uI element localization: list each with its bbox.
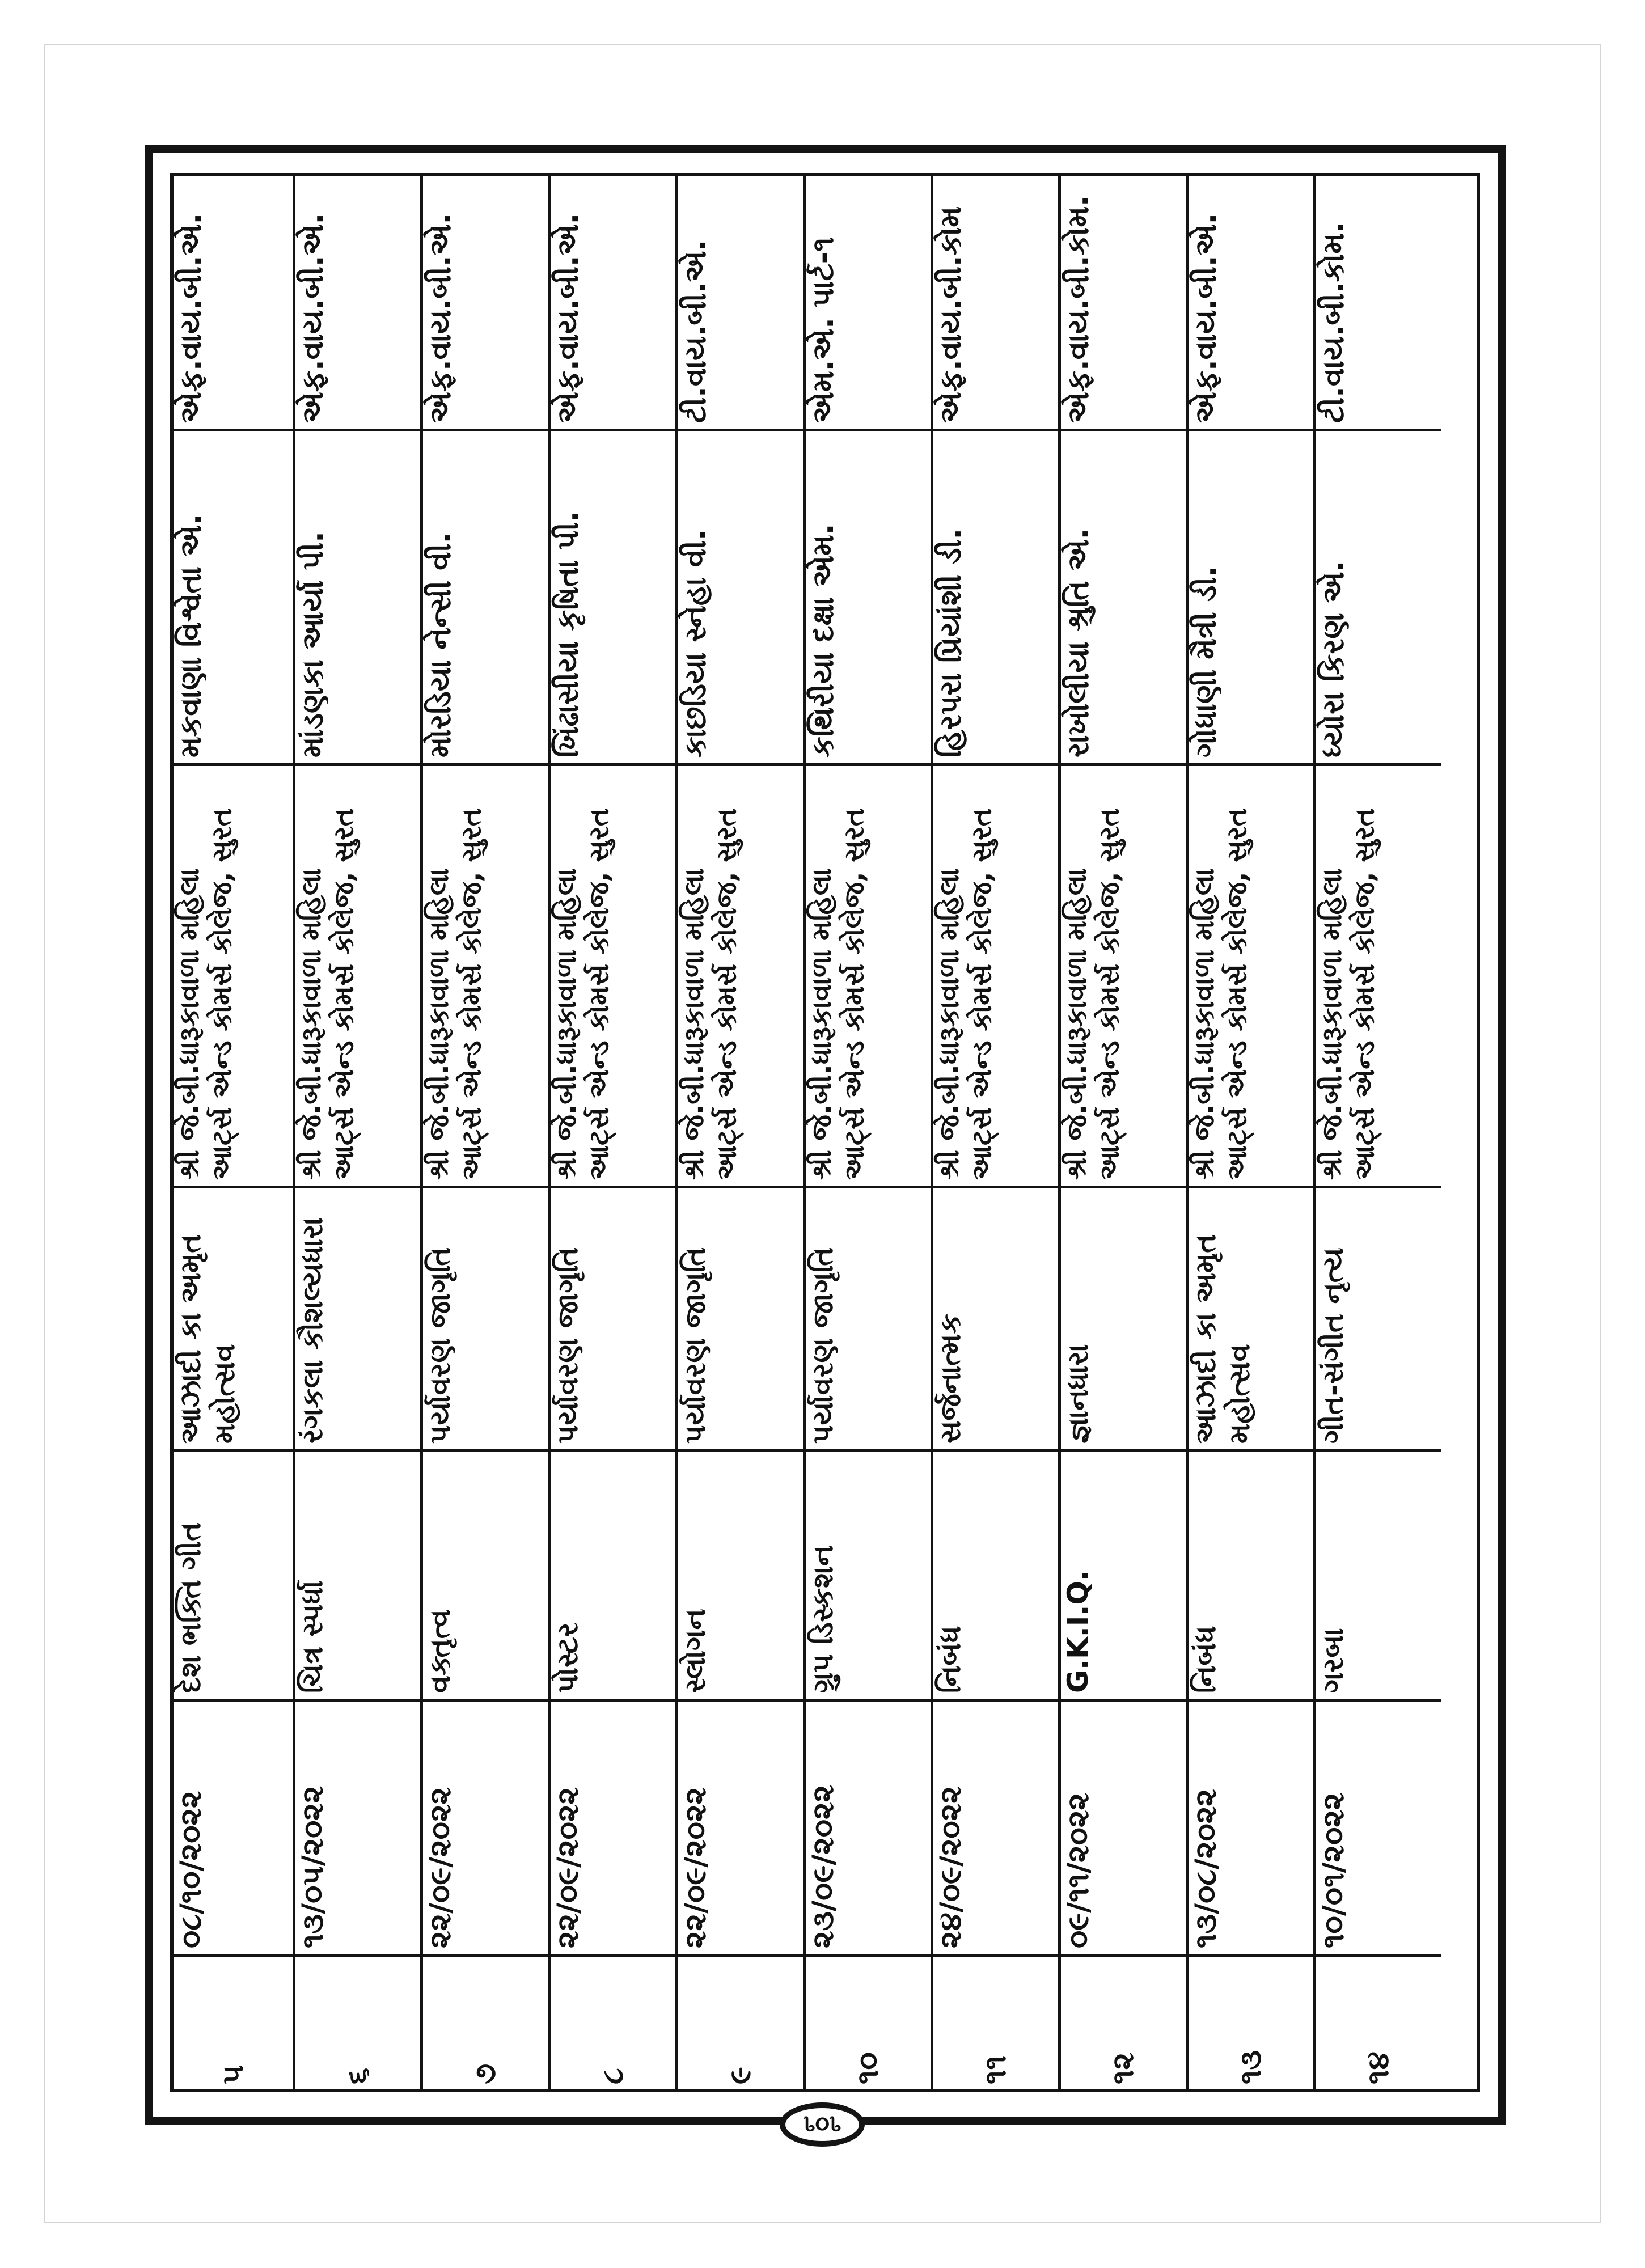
student-class-cell	[933, 176, 1058, 431]
serial-number-cell	[295, 1957, 420, 2090]
college-name-cell	[806, 766, 931, 1188]
event-title-line: પર્યાવરણ જાગૃતિ	[806, 1247, 839, 1444]
event-date-line: ૨૨/૦૯/૨૦૨૨	[551, 1787, 585, 1948]
student-name	[678, 442, 803, 758]
competition-name	[1061, 1462, 1186, 1693]
serial-number-cell	[933, 1957, 1058, 2090]
serial-number-line: ૭	[468, 2063, 502, 2084]
event-date-line: ૨૨/૦૯/૨૦૨૨	[679, 1787, 713, 1948]
serial-number-cell	[806, 1957, 931, 2090]
student-class-line: એફ.વાય.બી.કોમ.	[1062, 195, 1096, 423]
student-name	[295, 442, 420, 758]
serial-number-line: ૧૪	[1361, 2051, 1395, 2084]
event-date-line: ૨૩/૦૯/૨૦૨૨	[806, 1784, 840, 1948]
college-name-cell	[1061, 766, 1186, 1188]
student-class	[551, 187, 675, 423]
competition-name-cell	[423, 1452, 548, 1702]
competition-name-cell	[1061, 1452, 1186, 1702]
competition-name-cell	[295, 1452, 420, 1702]
college-name	[678, 776, 803, 1180]
event-date-line: ૧૩/૦૫/૨૦૨૨	[296, 1785, 330, 1948]
student-name-line: હિરપરા પ્રિયાંશી ડી.	[934, 528, 968, 758]
competition-name-cell	[551, 1452, 675, 1702]
college-name-line: આર્ટ્સ એન્ડ કોમર્સ કોલેજ, સુરત	[966, 808, 998, 1180]
event-title	[806, 1199, 931, 1444]
event-date	[551, 1712, 675, 1948]
event-title-cell	[933, 1188, 1058, 1452]
student-name-cell	[551, 431, 675, 766]
competition-name-line: નિબંધ	[934, 1626, 967, 1693]
event-date	[1189, 1712, 1313, 1948]
college-name-line: શ્રી જે.બી.ધારૂકાવાળા મહિલા	[806, 868, 838, 1180]
student-name	[551, 442, 675, 758]
college-name-line: આર્ટ્સ એન્ડ કોમર્સ કોલેજ, સુરત	[206, 808, 238, 1180]
results-table	[170, 173, 1480, 2092]
serial-number-cell	[551, 1957, 675, 2090]
event-title	[174, 1199, 293, 1444]
serial-number-line: ૧૧	[978, 2055, 1013, 2084]
serial-number-line: ૧૦	[851, 2052, 885, 2084]
table-row	[678, 176, 806, 2089]
college-name-cell	[551, 766, 675, 1188]
event-title-line: આઝાદી કા અમૃત	[1189, 1234, 1222, 1444]
student-class-line: એફ.વાય.બી.એ.	[1189, 213, 1223, 423]
event-title-line: પર્યાવરણ જાગૃતિ	[424, 1247, 456, 1444]
event-date-cell	[678, 1702, 803, 1957]
student-class	[295, 187, 420, 423]
event-title-line: જ્ઞાનધારા	[1062, 1344, 1094, 1444]
student-name-line: માંડણકા આર્યા પી.	[296, 531, 330, 758]
competition-name	[423, 1462, 548, 1693]
serial-number-line: ૯	[723, 2067, 758, 2084]
serial-number	[678, 1967, 803, 2084]
event-date-cell	[295, 1702, 420, 1957]
competition-name	[806, 1462, 931, 1693]
event-date-cell	[551, 1702, 675, 1957]
serial-number-cell	[678, 1957, 803, 2090]
student-class	[933, 187, 1058, 423]
competition-name	[1316, 1462, 1441, 1693]
page-number-badge	[780, 2102, 865, 2147]
college-name	[1316, 776, 1441, 1180]
event-title	[551, 1199, 675, 1444]
event-title-cell	[423, 1188, 548, 1452]
competition-name-cell	[1189, 1452, 1313, 1702]
college-name-line: આર્ટ્સ એન્ડ કોમર્સ કોલેજ, સુરત	[1348, 808, 1381, 1180]
event-date	[1316, 1712, 1441, 1948]
competition-name-line: ગ્રુપ ડિસ્કશન	[806, 1545, 839, 1693]
student-class-cell	[678, 176, 803, 431]
serial-number	[806, 1967, 931, 2084]
student-name	[1061, 442, 1186, 758]
event-date	[678, 1712, 803, 1948]
competition-name	[1189, 1462, 1313, 1693]
student-class-cell	[1189, 176, 1313, 431]
table-row	[1189, 176, 1316, 2089]
competition-name	[551, 1462, 675, 1693]
event-title	[1316, 1199, 1441, 1444]
event-date	[423, 1712, 548, 1948]
student-class-line: ટી.વાય.બી.કોમ.	[1317, 222, 1351, 423]
college-name-line: શ્રી જે.બી.ધારૂકાવાળા મહિલા	[423, 868, 455, 1180]
student-class-cell	[295, 176, 420, 431]
competition-name-line: G.K.I.Q.	[1062, 1570, 1094, 1693]
college-name-cell	[295, 766, 420, 1188]
event-title-line: રંગકલા કૌશલ્યધારા	[296, 1217, 329, 1444]
event-date-line: ૦૯/૧૧/૨૦૨૨	[1062, 1793, 1096, 1948]
serial-number-line: ૧૩	[1233, 2050, 1268, 2084]
serial-number-line: ૮	[595, 2068, 630, 2084]
student-name	[933, 442, 1058, 758]
college-name-line: આર્ટ્સ એન્ડ કોમર્સ કોલેજ, સુરત	[583, 808, 615, 1180]
student-name-cell	[1189, 431, 1313, 766]
table-row	[1061, 176, 1189, 2089]
event-title-line: પર્યાવરણ જાગૃતિ	[679, 1247, 712, 1444]
event-title	[1189, 1199, 1313, 1444]
event-title	[678, 1199, 803, 1444]
serial-number	[423, 1967, 548, 2084]
event-date-line: ૨૨/૦૯/૨૦૨૨	[424, 1787, 458, 1948]
student-class	[423, 187, 548, 423]
college-name-line: શ્રી જે.બી.ધારૂકાવાળા મહિલા	[678, 868, 710, 1180]
student-class	[1061, 187, 1186, 423]
event-title-cell	[1061, 1188, 1186, 1452]
competition-name-line: વક્તૃત્વ	[424, 1609, 456, 1693]
college-name-line: આર્ટ્સ એન્ડ કોમર્સ કોલેજ, સુરત	[328, 808, 360, 1180]
serial-number	[295, 1967, 420, 2084]
student-name-cell	[1061, 431, 1186, 766]
event-title-cell	[1189, 1188, 1313, 1452]
student-name-line: ખિંઢાસીયા કૃષિતા પી.	[551, 511, 585, 758]
college-name	[551, 776, 675, 1180]
college-name	[933, 776, 1058, 1180]
student-name-line: કાછડિયા સ્નેહા વી.	[679, 529, 713, 758]
competition-name	[295, 1462, 420, 1693]
college-name-line: શ્રી જે.બી.ધારૂકાવાળા મહિલા	[933, 868, 965, 1180]
event-title-line: મહોત્સવ	[1223, 1344, 1256, 1444]
college-name	[806, 776, 931, 1180]
college-name	[295, 776, 420, 1180]
event-date	[806, 1712, 931, 1948]
event-title-cell	[295, 1188, 420, 1452]
serial-number-line: ૫	[215, 2064, 250, 2084]
event-date-cell	[806, 1702, 931, 1957]
college-name-cell	[933, 766, 1058, 1188]
event-title-cell	[678, 1188, 803, 1452]
college-name	[423, 776, 548, 1180]
student-class	[1189, 187, 1313, 423]
event-date	[295, 1712, 420, 1948]
student-name-line: કથિરીયા દક્ષા એમ.	[806, 523, 840, 758]
event-date-line: ૧૩/૦૮/૨૦૨૨	[1189, 1789, 1223, 1948]
table-row	[1316, 176, 1441, 2089]
student-class-line: એમ.એ. પાર્ટ-૧	[806, 237, 840, 423]
event-date-cell	[1061, 1702, 1186, 1957]
serial-number-cell	[1061, 1957, 1186, 2090]
event-title	[295, 1199, 420, 1444]
event-date-cell	[1189, 1702, 1313, 1957]
student-name-cell	[174, 431, 293, 766]
student-class	[678, 187, 803, 423]
table-row	[551, 176, 678, 2089]
event-title	[1061, 1199, 1186, 1444]
college-name	[1189, 776, 1313, 1180]
college-name	[174, 776, 293, 1180]
event-title-line: ગીત-સંગીત નૃત્ય	[1317, 1247, 1350, 1444]
serial-number	[1189, 1967, 1313, 2084]
serial-number-cell	[1189, 1957, 1313, 2090]
competition-name-line: ચિત્ર સ્પર્ધા	[296, 1580, 329, 1693]
student-class-line: એફ.વાય.બી.એ.	[551, 213, 585, 423]
event-title-line: સર્જનાત્મક	[934, 1314, 967, 1444]
serial-number	[551, 1967, 675, 2084]
serial-number-line: ૬	[340, 2067, 375, 2084]
student-class-cell	[551, 176, 675, 431]
college-name-line: આર્ટ્સ એન્ડ કોમર્સ કોલેજ, સુરત	[1221, 808, 1253, 1180]
student-name	[1189, 442, 1313, 758]
competition-name-cell	[1316, 1452, 1441, 1702]
student-class	[806, 187, 931, 423]
serial-number	[1061, 1967, 1186, 2084]
event-date	[1061, 1712, 1186, 1948]
serial-number	[1316, 1967, 1441, 2084]
event-title-line: પર્યાવરણ જાગૃતિ	[551, 1247, 584, 1444]
student-name	[1316, 442, 1441, 758]
student-name-cell	[933, 431, 1058, 766]
student-name-line: મોરડિયા નેન્સી વી.	[424, 532, 458, 758]
college-name-line: શ્રી જે.બી.ધારૂકાવાળા મહિલા	[551, 868, 582, 1180]
college-name-line: શ્રી જે.બી.ધારૂકાવાળા મહિલા	[1316, 868, 1348, 1180]
event-title-cell	[174, 1188, 293, 1452]
competition-name-line: સ્લોગન	[679, 1609, 712, 1693]
event-title-line: મહોત્સવ	[208, 1344, 241, 1444]
competition-name-line: ગરબા	[1317, 1628, 1350, 1693]
event-date-cell	[174, 1702, 293, 1957]
student-name-cell	[1316, 431, 1441, 766]
college-name-cell	[1189, 766, 1313, 1188]
student-class-cell	[1061, 176, 1186, 431]
event-date	[174, 1712, 293, 1948]
table-row	[423, 176, 551, 2089]
table-row	[933, 176, 1061, 2089]
college-name-line: આર્ટ્સ એન્ડ કોમર્સ કોલેજ, સુરત	[455, 808, 488, 1180]
event-date-cell	[423, 1702, 548, 1957]
college-name-cell	[1316, 766, 1441, 1188]
event-title	[423, 1199, 548, 1444]
student-class-line: એફ.વાય.બી.એ.	[296, 213, 330, 423]
serial-number-cell	[1316, 1957, 1441, 2090]
event-title	[933, 1199, 1058, 1444]
competition-name-line: પોસ્ટર	[551, 1622, 584, 1693]
event-title-cell	[551, 1188, 675, 1452]
event-title-cell	[806, 1188, 931, 1452]
student-name-line: રાખોલીયા શ્રુતિ એ.	[1062, 528, 1096, 758]
event-date-cell	[1316, 1702, 1441, 1957]
table-row	[174, 176, 295, 2089]
competition-name	[174, 1462, 293, 1693]
college-name-line: શ્રી જે.બી.ધારૂકાવાળા મહિલા	[295, 868, 327, 1180]
student-class	[1316, 187, 1441, 423]
student-class-line: એફ.વાય.બી.એ.	[174, 213, 208, 423]
competition-name-cell	[174, 1452, 293, 1702]
college-name-cell	[174, 766, 293, 1188]
college-name-cell	[678, 766, 803, 1188]
college-name-cell	[423, 766, 548, 1188]
serial-number	[174, 1967, 293, 2084]
college-name-line: શ્રી જે.બી.ધારૂકાવાળા મહિલા	[1189, 868, 1220, 1180]
competition-name-line: દેશ ભક્તિ ગીત	[174, 1522, 207, 1693]
student-class-cell	[1316, 176, 1441, 431]
student-name-cell	[423, 431, 548, 766]
event-date	[933, 1712, 1058, 1948]
student-class-cell	[174, 176, 293, 431]
serial-number-cell	[174, 1957, 293, 2090]
competition-name-cell	[933, 1452, 1058, 1702]
event-title-line: આઝાદી કા અમૃત	[174, 1234, 207, 1444]
competition-name-line: નિબંધ	[1189, 1626, 1222, 1693]
college-name-line: શ્રી જે.બી.ધારૂકાવાળા મહિલા	[1061, 868, 1093, 1180]
event-date-line: ૨૪/૦૯/૨૦૨૨	[934, 1786, 968, 1948]
student-name	[806, 442, 931, 758]
table-row	[295, 176, 423, 2089]
student-name-cell	[806, 431, 931, 766]
serial-number-line: ૧૨	[1106, 2052, 1140, 2084]
student-name-line: ગોધાણી મૈત્રી ડી.	[1189, 565, 1223, 758]
student-class-line: એફ.વાય.બી.એ.	[424, 213, 458, 423]
student-name	[174, 442, 293, 758]
serial-number	[933, 1967, 1058, 2084]
table-row	[806, 176, 933, 2089]
student-name-cell	[295, 431, 420, 766]
student-name	[423, 442, 548, 758]
college-name-line: આર્ટ્સ એન્ડ કોમર્સ કોલેજ, સુરત	[1093, 808, 1126, 1180]
student-class-line: એફ.વાય.બી.કોમ	[934, 206, 968, 423]
competition-name-cell	[806, 1452, 931, 1702]
college-name-line: આર્ટ્સ એન્ડ કોમર્સ કોલેજ, સુરત	[838, 808, 870, 1180]
student-class-cell	[423, 176, 548, 431]
college-name-line: આર્ટ્સ એન્ડ કોમર્સ કોલેજ, સુરત	[711, 808, 743, 1180]
competition-name-cell	[678, 1452, 803, 1702]
event-title-cell	[1316, 1188, 1441, 1452]
student-name-line: મકવાણા વિશ્વેતા એ.	[174, 514, 208, 758]
college-name	[1061, 776, 1186, 1180]
student-name-cell	[678, 431, 803, 766]
event-date-cell	[933, 1702, 1058, 1957]
student-class-line: ટી.વાય.બી.એ.	[679, 239, 713, 423]
page-number: ૧૦૧	[803, 2111, 841, 2139]
student-class-cell	[806, 176, 931, 431]
competition-name	[933, 1462, 1058, 1693]
event-date-line: ૧૦/૦૧/૨૦૨૨	[1317, 1792, 1351, 1948]
college-name-line: શ્રી જે.બી.ધારૂકાવાળા મહિલા	[174, 868, 205, 1180]
serial-number-cell	[423, 1957, 548, 2090]
student-class	[174, 187, 293, 423]
competition-name	[678, 1462, 803, 1693]
student-name-line: ધ્યોરા કિરણ એ.	[1317, 560, 1351, 758]
event-date-line: ૦૮/૧૦/૨૦૨૨	[174, 1791, 208, 1948]
